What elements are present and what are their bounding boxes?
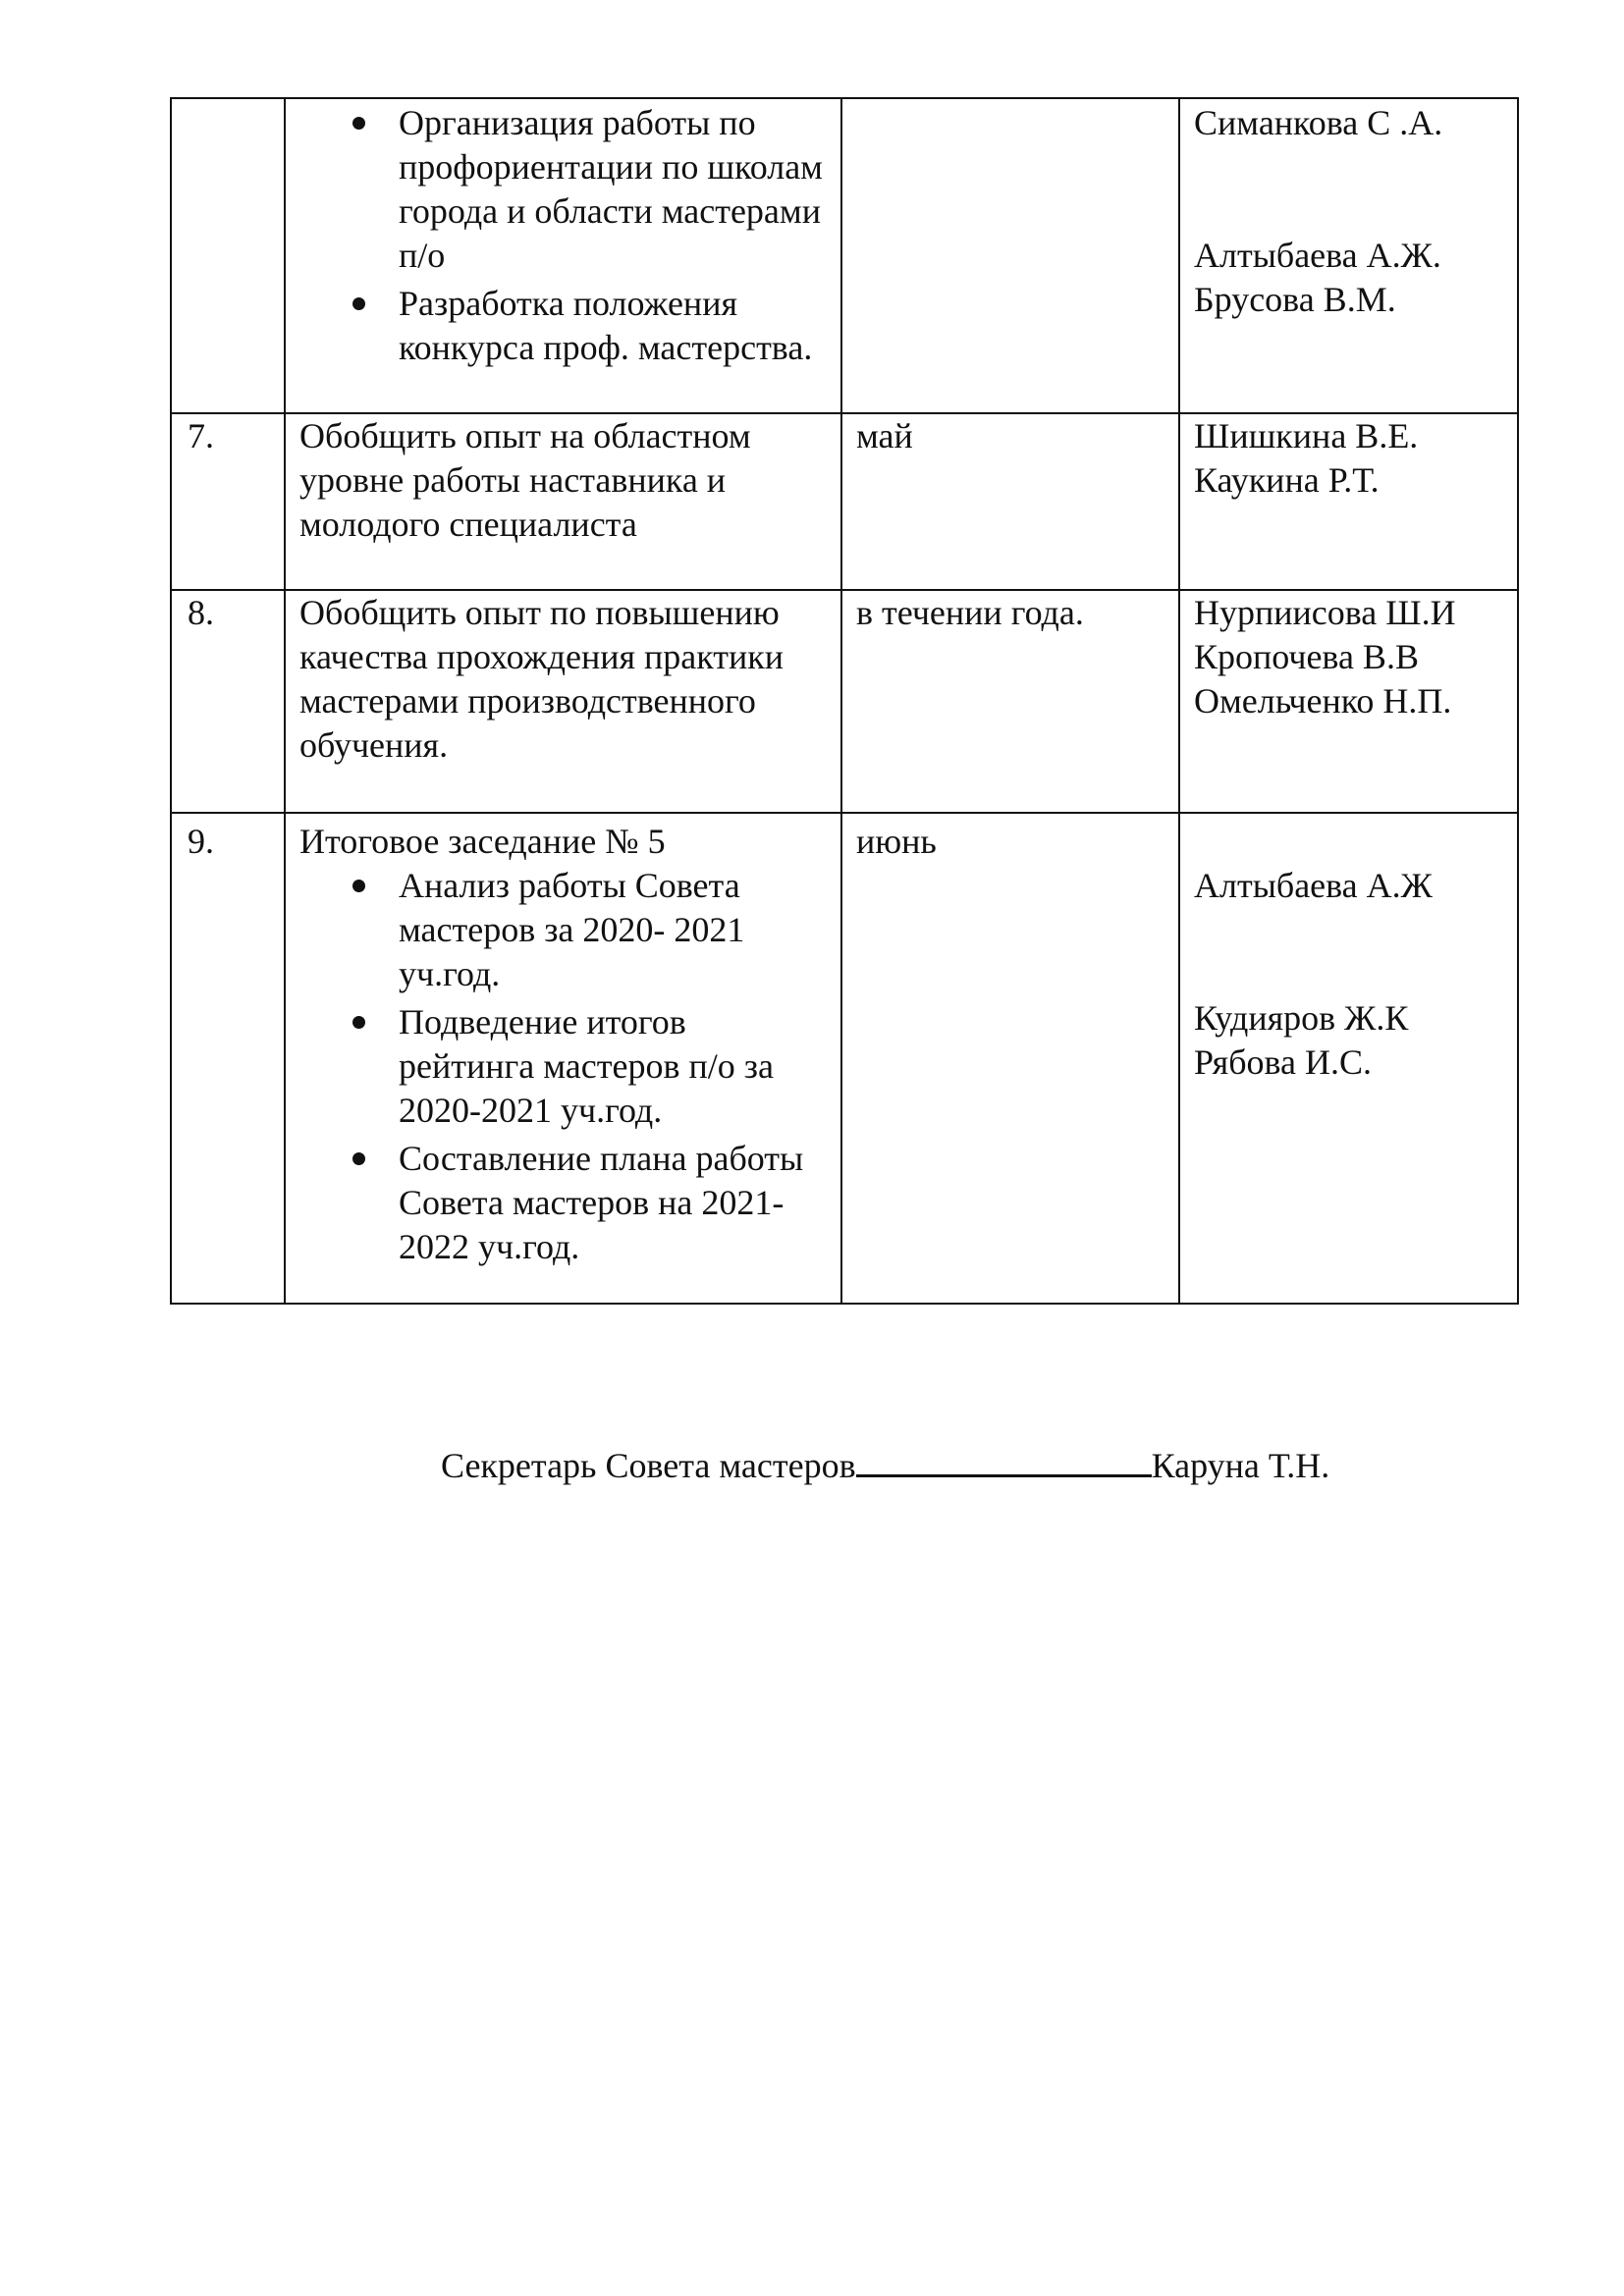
row-number: 9. (171, 813, 285, 1304)
responsible-person: Каукина Р.Т. (1194, 460, 1380, 500)
responsible-person: Алтыбаева А.Ж. (1194, 236, 1441, 275)
responsible-person: Рябова И.С. (1194, 1042, 1373, 1082)
spacer (1194, 908, 1503, 996)
row-number: 7. (171, 413, 285, 590)
task-cell (285, 813, 841, 1304)
task-cell (285, 98, 841, 413)
date-cell: май (841, 413, 1179, 590)
signature-line (441, 1445, 1329, 1486)
signature-blank (856, 1445, 1152, 1477)
table-row (171, 413, 1518, 590)
task-cell: Обобщить опыт по повышению качества прохождения практики мастерами производственного обучения. (285, 590, 841, 813)
signature-label: Секретарь Совета мастеров (441, 1446, 856, 1485)
list-item: Разработка положения конкурса проф. мастерства. (399, 282, 827, 370)
list-item: Составление плана работы Совета мастеров на 2021- 2022 уч.год. (399, 1137, 827, 1269)
table-row (171, 813, 1518, 1304)
table-row (171, 98, 1518, 413)
task-bullet-list (299, 101, 827, 370)
responsible-person: Шишкина В.Е. (1194, 416, 1419, 455)
responsible-person: Алтыбаева А.Ж (1194, 866, 1433, 905)
date-cell (841, 98, 1179, 413)
table-row (171, 590, 1518, 813)
spacer (1194, 820, 1503, 864)
list-item: Подведение итогов рейтинга мастеров п/о за 2020-2021 уч.год. (399, 1000, 827, 1133)
responsible-cell (1179, 813, 1518, 1304)
task-title: Итоговое заседание № 5 (299, 822, 666, 861)
date-cell: в течении года. (841, 590, 1179, 813)
row-number: 8. (171, 590, 285, 813)
date-cell: июнь (841, 813, 1179, 1304)
list-item: Анализ работы Совета мастеров за 2020- 2021 уч.год. (399, 864, 827, 996)
plan-table (170, 97, 1519, 1305)
signature-name: Каруна Т.Н. (1151, 1446, 1330, 1485)
task-cell: Обобщить опыт на областном уровне работы наставника и молодого специалиста (285, 413, 841, 590)
row-number (171, 98, 285, 413)
responsible-person: Брусова В.М. (1194, 280, 1396, 319)
responsible-person: Нурпиисова Ш.И (1194, 593, 1456, 632)
task-bullet-list (299, 864, 827, 1269)
responsible-cell (1179, 413, 1518, 590)
responsible-cell (1179, 98, 1518, 413)
spacer (1194, 145, 1503, 234)
list-item: Организация работы по профориентации по школам города и области мастерами п/о (399, 101, 827, 278)
responsible-person: Кудияров Ж.К (1194, 998, 1409, 1038)
responsible-person: Кропочева В.В (1194, 637, 1419, 676)
responsible-cell (1179, 590, 1518, 813)
responsible-person: Омельченко Н.П. (1194, 681, 1452, 721)
responsible-person: Симанкова С .А. (1194, 103, 1443, 142)
